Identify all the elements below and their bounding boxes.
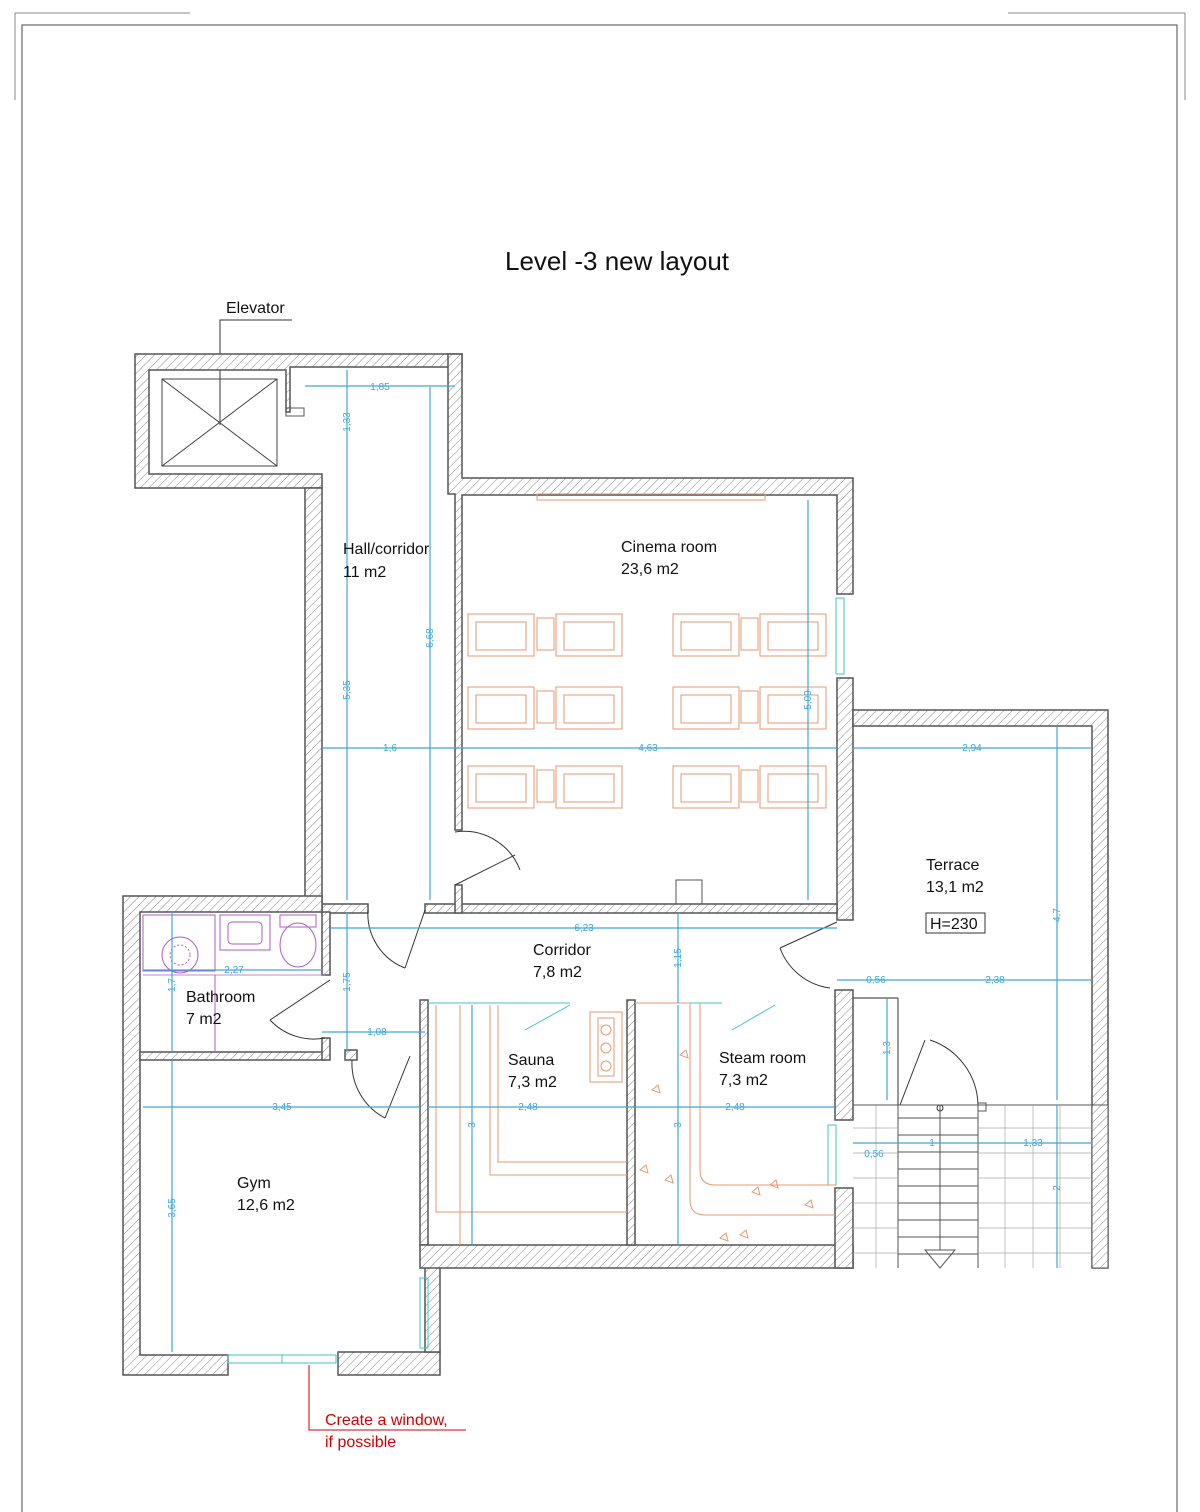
dim-stair-depth: 2 [1052,1185,1063,1191]
sheet-frame [15,13,1185,1512]
dim-bathroom-width: 2,27 [224,965,244,976]
dim-hall-length: 6,68 [425,628,436,648]
dim-cinema-depth: 5,09 [803,690,814,710]
room-area-corridor: 7,8 m2 [533,964,582,981]
dim-hall-width: 1,6 [383,743,397,754]
dim-hall-top-depth: 1,33 [342,412,353,432]
room-name-bathroom: Bathroom [186,989,256,1006]
dim-stair-side: 1,33 [1023,1138,1043,1149]
dim-bathroom-depth: 1,7 [167,978,178,992]
dim-hall-top: 1,85 [370,382,390,393]
dim-sauna-width: 2,48 [518,1102,538,1113]
elevator-label: Elevator [226,300,285,317]
room-area-steam: 7,3 m2 [719,1072,768,1089]
room-area-cinema: 23,6 m2 [621,561,679,578]
dim-corridor-depth: 1,15 [673,948,684,968]
room-area-sauna: 7,3 m2 [508,1074,557,1091]
room-name-gym: Gym [237,1175,271,1192]
dim-lobby-width: 1,08 [367,1027,387,1038]
dim-stair-width: 1 [929,1138,935,1149]
dim-terrace-width: 2,94 [962,743,982,754]
height-tag [926,913,985,933]
room-name-steam: Steam room [719,1050,807,1067]
height-tag-text: H=230 [930,916,978,933]
steam-benches [635,1003,835,1241]
dim-terrace-depth: 4,7 [1052,908,1063,922]
room-name-sauna: Sauna [508,1052,555,1069]
room-name-terrace: Terrace [926,857,980,874]
window-note [309,1365,466,1451]
room-area-terrace: 13,1 m2 [926,879,984,896]
sauna-benches [436,1005,627,1245]
dim-stair-offset: 0,56 [864,1149,884,1160]
dim-terrace-lower-width: 2,38 [985,975,1005,986]
dim-corridor-length: 6,23 [574,923,594,934]
dim-gym-width: 3,45 [272,1102,292,1113]
room-area-bathroom: 7 m2 [186,1011,222,1028]
dim-steam-width: 2,48 [725,1102,745,1113]
dim-gym-depth: 3,65 [167,1198,178,1218]
dim-lobby-depth: 1,75 [342,972,353,992]
dim-terrace-offset: 0,56 [866,975,886,986]
dim-cinema-width: 4,63 [638,743,658,754]
room-name-corridor: Corridor [533,942,591,959]
room-name-cinema: Cinema room [621,539,718,556]
note-line-2: if possible [325,1434,397,1451]
dim-hall-lower: 5,35 [342,680,353,700]
room-area-gym: 12,6 m2 [237,1197,295,1214]
dim-steam-depth: 3 [673,1122,684,1128]
note-line-1: Create a window, [325,1412,448,1429]
room-area-hall: 11 m2 [343,564,387,581]
stairs [853,998,1108,1268]
drawing-title: Level -3 new layout [504,246,730,276]
dimension-labels [167,382,1063,1218]
dim-stair-gap: 1,3 [882,1041,893,1055]
room-name-hall: Hall/corridor [343,541,430,558]
dim-sauna-depth: 3 [467,1122,478,1128]
